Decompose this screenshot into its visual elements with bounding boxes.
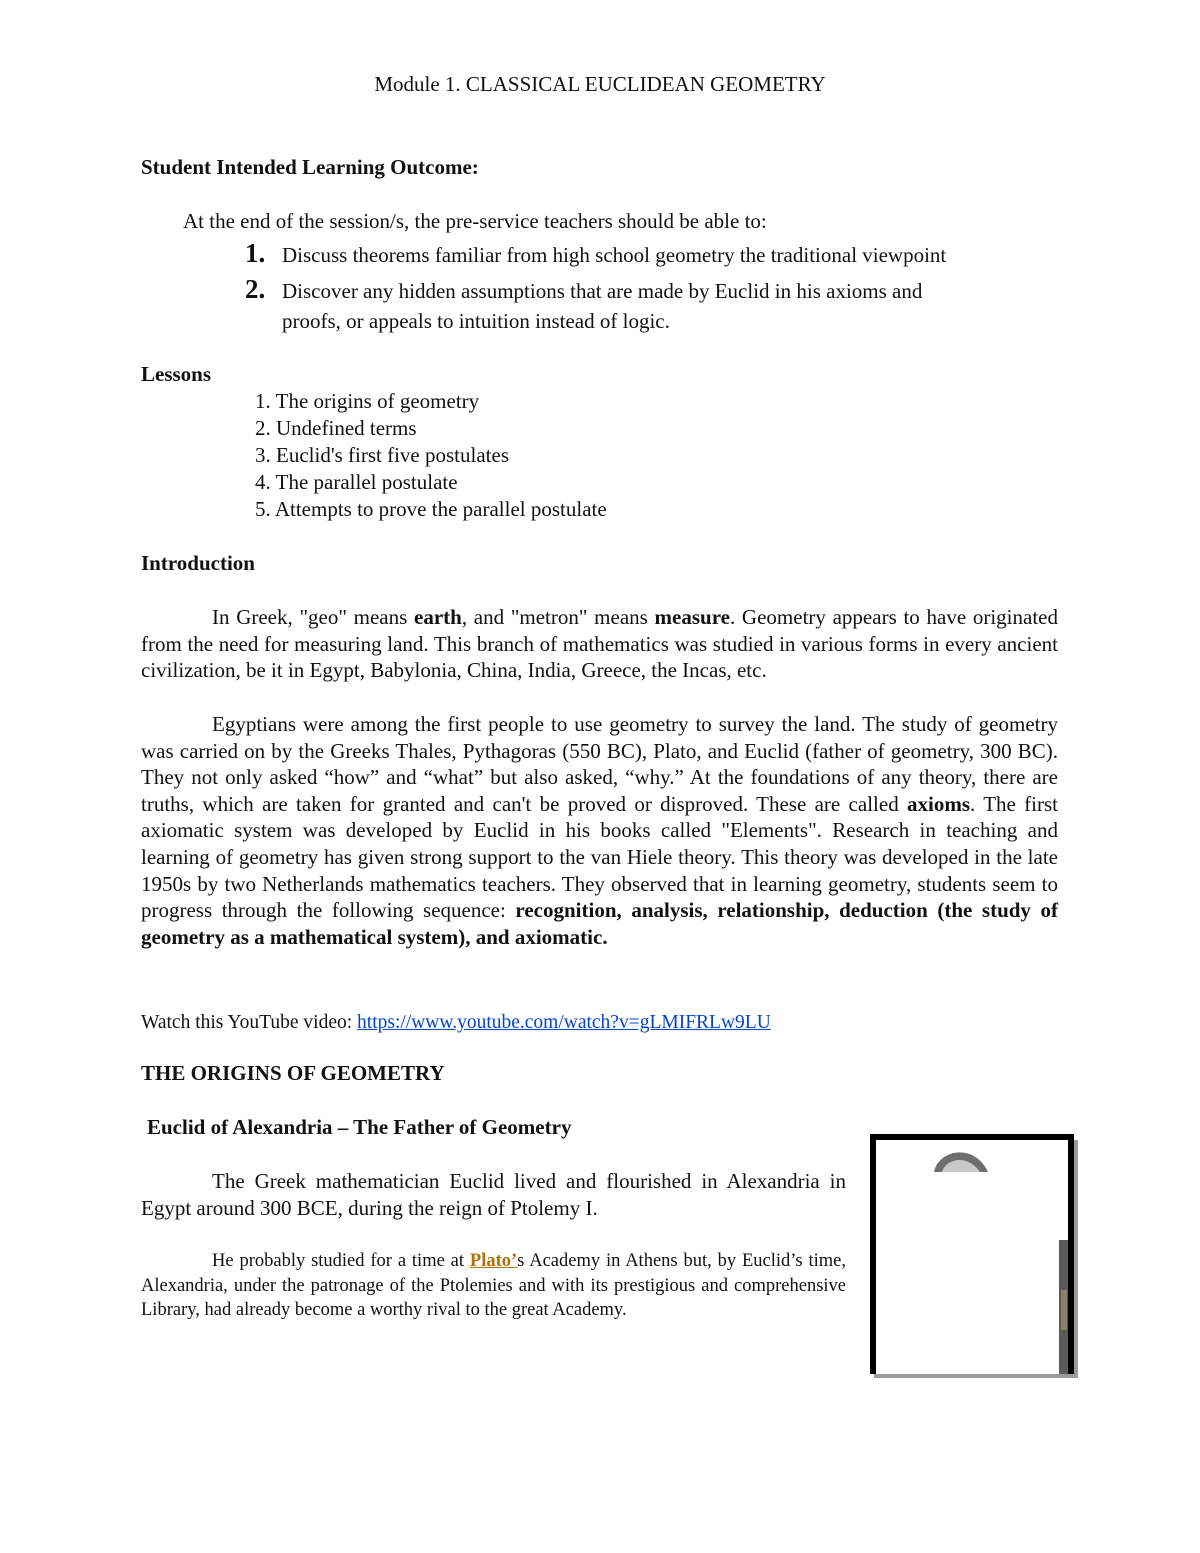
van-hiele-levels: recognition, analysis, relationship, deduction (the study of geometry as a mathematical system), and axiomatic.	[141, 898, 1058, 949]
portrait-fragment-icon	[876, 1140, 1068, 1374]
lesson-item-1: 1. The origins of geometry	[255, 389, 480, 413]
intro-paragraph-1: In Greek, "geo" means earth, and "metron" means measure. Geometry appears to have originated from the need for measuring land. This branch of mathematics was studied in various forms in every ancient civilization, be it in Egypt, Babylonia, China, India, Greece, the Incas, etc.	[141, 605, 1058, 683]
intro-paragraph-2: Egyptians were among the first people to use geometry to survey the land. The study of geometry was carried on by the Greeks Thales, Pythagoras (550 BC), Plato, and Euclid (father of geometry, 300 BC). They not only asked “how” and “what” but also asked, “why.” At the foundations of any theory, there are truths, which are taken for granted and can't be proved or disproved. These are called axioms. The first axiomatic system was developed by Euclid in his books called "Elements". Research in teaching and learning of geometry has given strong support to the van Hiele theory. This theory was developed in the late 1950s by two Netherlands mathematics teachers. They observed that in learning geometry, students seem to progress through the following sequence: recognition, analysis, relationship, deduction (the study of geometry as a mathematical system), and axiomatic.	[141, 712, 1058, 949]
silo-intro: At the end of the session/s, the pre-service teachers should be able to:	[183, 209, 767, 233]
euclid-paragraph-1: The Greek mathematician Euclid lived and flourished in Alexandria in Egypt around 300 BCE, during the reign of Ptolemy I.	[141, 1169, 846, 1220]
silo-heading: Student Intended Learning Outcome:	[141, 155, 479, 179]
page-title: Module 1. CLASSICAL EUCLIDEAN GEOMETRY	[374, 72, 826, 96]
youtube-link[interactable]: https://www.youtube.com/watch?v=gLMIFRLw9LU	[357, 1012, 771, 1033]
image-shadow-bottom	[874, 1374, 1078, 1378]
image-shadow-right	[1074, 1140, 1078, 1378]
term-measure: measure	[654, 605, 730, 629]
euclid-paragraph-2: He probably studied for a time at Plato’s Academy in Athens but, by Euclid’s time, Alexandria, under the patronage of the Ptolemies and with its prestigious and comprehensive Library, had already become a worthy rival to the great Academy.	[141, 1251, 846, 1320]
euclid-subheading: Euclid of Alexandria – The Father of Geometry	[147, 1115, 572, 1139]
outcome-number-1: 1.	[245, 238, 266, 268]
outcome-item-1: Discuss theorems familiar from high school geometry the traditional viewpoint	[282, 243, 947, 267]
introduction-heading: Introduction	[141, 551, 255, 575]
lesson-item-5: 5. Attempts to prove the parallel postulate	[255, 497, 607, 521]
outcome-item-2-line2: proofs, or appeals to intuition instead of logic.	[282, 309, 670, 333]
euclid-portrait-image	[870, 1134, 1074, 1374]
origins-heading: THE ORIGINS OF GEOMETRY	[141, 1061, 445, 1085]
lessons-heading: Lessons	[141, 362, 212, 386]
term-axioms: axioms	[907, 791, 971, 816]
watch-video-line: Watch this YouTube video: https://www.youtube.com/watch?v=gLMIFRLw9LU	[141, 1012, 771, 1033]
lesson-item-3: 3. Euclid's first five postulates	[255, 443, 509, 467]
lesson-item-4: 4. The parallel postulate	[255, 470, 458, 494]
term-earth: earth	[414, 605, 462, 629]
lesson-item-2: 2. Undefined terms	[255, 416, 417, 440]
outcome-number-2: 2.	[245, 274, 266, 304]
outcome-item-2-line1: Discover any hidden assumptions that are made by Euclid in his axioms and	[282, 279, 923, 303]
plato-link[interactable]: Plato’	[469, 1251, 518, 1271]
